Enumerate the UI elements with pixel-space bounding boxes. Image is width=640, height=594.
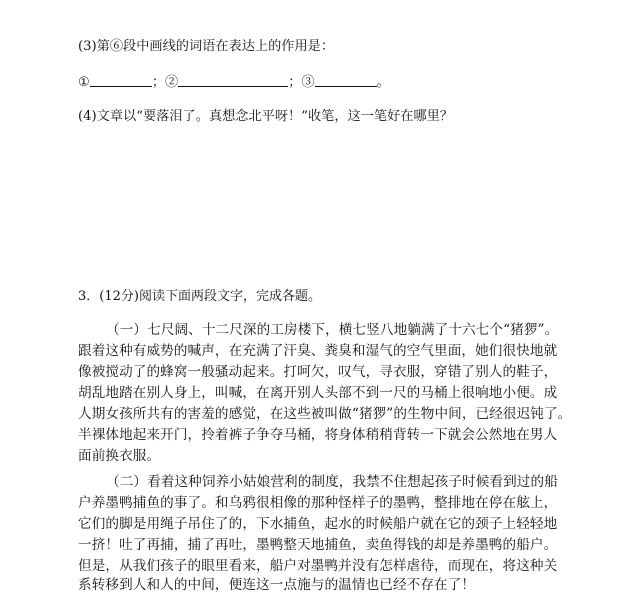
passage-2-line: 但是，从我们孩子的眼里看来，船户对墨鸭并没有怎样虐待，而现在，将这种关 (78, 558, 558, 574)
question-4-prompt: (4)文章以“要落泪了。真想念北平呀！”收笔，这一笔好在哪里？ (78, 109, 454, 124)
passage-1-line: 面前换衣服。 (78, 448, 161, 464)
blank-end: 。 (376, 75, 390, 90)
passage-2-line: 户养墨鸭捕鱼的事了。和乌鸦很相像的那种怪样子的墨鸭，整排地在停在舷上， (78, 495, 558, 511)
blank-1-marker: ① (78, 75, 90, 90)
passage-2-line: （二）看着这种饲养小姑娘营利的制度，我禁不住想起孩子时候看到过的船 (106, 474, 558, 490)
passage-1-line: 像被搅动了的蜂窝一般骚动起来。打呵欠，叹气，寻衣服，穿错了别人的鞋子， (78, 364, 558, 380)
answer-blank-1[interactable] (90, 73, 152, 87)
blank-2-marker: ② (165, 75, 179, 90)
blank-separator-2: ； (288, 75, 302, 90)
answer-blank-2[interactable] (178, 73, 288, 87)
answer-blank-3[interactable] (315, 73, 377, 87)
blank-3-marker: ③ (301, 75, 315, 90)
question-3-answer-blanks (78, 73, 390, 92)
passage-1-line: 胡乱地踏在别人身上，叫喊，在离开别人头部不到一尺的马桶上很响地小便。成 (78, 385, 558, 401)
passage-1-line: （一）七尺阔、十二尺深的工房楼下，横七竖八地躺满了十六七个“猪猡”。 (106, 322, 559, 338)
section-3-heading: 3．(12分)阅读下面两段文字，完成各题。 (78, 289, 321, 304)
passage-1-line: 半裸体地起来开门，拎着裤子争夺马桶，将身体稍稍背转一下就会公然地在男人 (78, 427, 558, 443)
question-3-prompt: (3)第⑥段中画线的词语在表达上的作用是： (78, 39, 335, 54)
blank-separator-1: ； (151, 75, 166, 90)
passage-2-line: 系转移到人和人的中间，便连这一点施与的温情也已经不存在了！ (78, 577, 476, 593)
passage-2-line: 它们的脚是用绳子吊住了的，下水捕鱼，起水的时候船户就在它的颈子上轻轻地 (78, 516, 558, 532)
passage-2-line: 一挤！吐了再捕，捕了再吐，墨鸭整天地捕鱼，卖鱼得钱的却是养墨鸭的船户。 (78, 537, 558, 553)
passage-1-line: 人期女孩所共有的害羞的感觉，在这些被叫做“猪猡”的生物中间，已经很迟钝了。 (78, 406, 572, 422)
passage-1-line: 跟着这种有威势的喊声，在充满了汗臭、粪臭和湿气的空气里面，她们很快地就 (78, 343, 558, 359)
